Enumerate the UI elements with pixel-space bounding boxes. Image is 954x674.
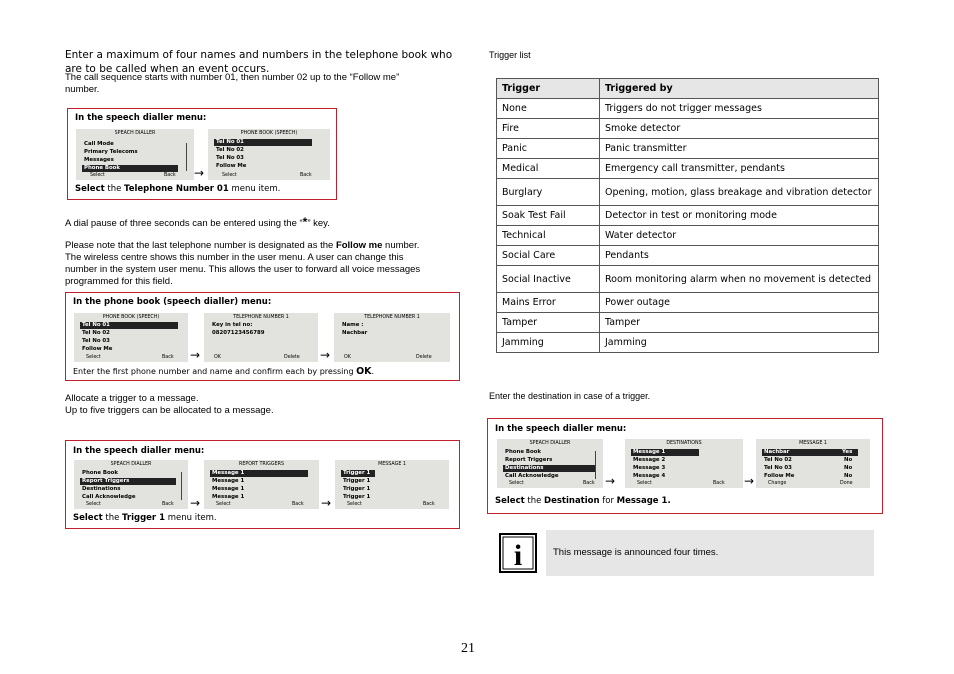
trigger-cell: Panic <box>497 139 600 159</box>
table-row <box>497 246 879 266</box>
softkey-right: Back <box>583 481 595 486</box>
trigger-cell: Medical <box>497 159 600 179</box>
caption-bold: OK <box>356 366 372 377</box>
option-value: No <box>844 465 853 471</box>
menu-row-selected: Report Triggers <box>80 478 176 485</box>
option-value: No <box>844 457 853 463</box>
triggered-by-cell: Detector in test or monitoring mode <box>600 206 879 226</box>
screen-title: REPORT TRIGGERS <box>239 462 284 467</box>
screen-title: SPEACH DIALLER <box>110 462 152 467</box>
table-row <box>497 293 879 313</box>
menu-row: Message 4 <box>633 473 666 479</box>
menu-row: Follow Me <box>764 473 795 479</box>
softkey-left: OK <box>214 355 221 360</box>
caption-bold: Message 1. <box>616 496 671 506</box>
arrow-right-icon: → <box>190 348 201 362</box>
option-value: No <box>844 473 853 479</box>
menu-row: Tel No 02 <box>216 147 244 153</box>
text-part: ” key. <box>307 218 330 229</box>
table-row <box>497 159 879 179</box>
softkey-left: Change <box>768 481 787 486</box>
destination-text: Enter the destination in case of a trigger. <box>489 391 651 401</box>
menu-row: Message 3 <box>633 465 666 471</box>
arrow-right-icon: → <box>190 496 201 510</box>
menu-row-selected: Nachbar <box>762 449 858 456</box>
instruction-box <box>67 108 337 200</box>
menu-row: Primary Telecoms <box>84 149 138 155</box>
menu-row: Trigger 1 <box>343 478 371 484</box>
triggered-by-cell: Water detector <box>600 226 879 246</box>
softkey-left: OK <box>344 355 351 360</box>
softkey-left: Select <box>347 502 362 507</box>
instruction-box <box>65 440 460 529</box>
screen-title: DESTINATIONS <box>666 441 702 446</box>
softkey-right: Delete <box>416 355 432 360</box>
arrow-right-icon: → <box>321 496 332 510</box>
menu-row: Call Mode <box>84 141 114 147</box>
screen-title: MESSAGE 1 <box>378 462 406 467</box>
triggered-by-cell: Tamper <box>600 313 879 333</box>
menu-row: Phone Book <box>82 470 118 476</box>
screen-title: PHONE BOOK (SPEECH) <box>240 131 298 136</box>
softkey-left: Select <box>216 502 231 507</box>
arrow-right-icon: → <box>744 474 755 488</box>
softkey-right: Back <box>300 173 312 178</box>
lcd-screen <box>204 313 318 362</box>
softkey-left: Select <box>90 173 105 178</box>
text-line: number. <box>65 84 100 95</box>
caption-text: the <box>105 513 120 523</box>
menu-row: Messages <box>84 157 114 163</box>
svg-text:i: i <box>513 539 523 572</box>
softkey-right: Back <box>292 502 304 507</box>
menu-row-selected: Message 1 <box>210 470 308 477</box>
trigger-cell: Technical <box>497 226 600 246</box>
triggered-by-cell: Smoke detector <box>600 119 879 139</box>
instruction-box <box>487 418 883 514</box>
caption-text: . <box>371 367 375 376</box>
trigger-cell: None <box>497 99 600 119</box>
caption-bold: Telephone Number 01 <box>124 184 229 194</box>
box-heading: In the speech dialler menu: <box>495 424 627 434</box>
arrow-right-icon: → <box>605 474 616 488</box>
caption-text: Enter the first phone number and name and confirm each by pressing <box>73 367 357 376</box>
caption-text: the <box>527 496 542 506</box>
menu-row: Tel No 03 <box>216 155 244 161</box>
field-label: Key in tel no: <box>212 322 253 328</box>
text-line: The call sequence starts with number 01, then number 02 up to the “Follow me” <box>65 72 400 83</box>
menu-row: Tel No 02 <box>764 457 792 463</box>
info-text: This message is announced four times. <box>553 547 719 558</box>
menu-row: Trigger 1 <box>343 486 371 492</box>
softkey-left: Select <box>509 481 524 486</box>
triggered-by-cell: Emergency call transmitter, pendants <box>600 159 879 179</box>
menu-row: Tel No 03 <box>764 465 792 471</box>
info-icon <box>499 533 537 573</box>
menu-row-selected: Tel No 01 <box>80 322 178 329</box>
triggered-by-cell: Power outage <box>600 293 879 313</box>
allocate-text <box>65 393 274 417</box>
menu-row: Message 2 <box>633 457 666 463</box>
page-number: 21 <box>461 641 475 656</box>
caption-text: menu item. <box>231 184 281 194</box>
caption-bold: Select <box>75 184 105 194</box>
text-line: Allocate a trigger to a message. <box>65 393 199 404</box>
softkey-left: Select <box>637 481 652 486</box>
menu-row: Report Triggers <box>505 457 553 463</box>
caption-text: menu item. <box>167 513 217 523</box>
trigger-list-title: Trigger list <box>489 50 531 60</box>
trigger-cell: Soak Test Fail <box>497 206 600 226</box>
text-bold: Follow me <box>335 240 383 251</box>
caption-bold: Destination <box>544 496 600 506</box>
table-row <box>497 266 879 293</box>
menu-row-selected: Message 1 <box>631 449 699 456</box>
triggered-by-cell: Triggers do not trigger messages <box>600 99 879 119</box>
text-part: number. <box>382 240 420 251</box>
softkey-right: Done <box>840 481 853 486</box>
table-row <box>497 333 879 353</box>
menu-row: Phone Book <box>505 449 541 455</box>
field-value: 08207123456789 <box>212 330 265 336</box>
arrow-right-icon: → <box>194 166 205 180</box>
text-line: number in the system user menu. This allows the user to forward all voice messages <box>65 264 421 275</box>
table-row <box>497 226 879 246</box>
caption-text: the <box>107 184 122 194</box>
text-part: Please note that the last telephone number is designated as the <box>65 240 336 251</box>
softkey-left: Select <box>86 502 101 507</box>
lcd-screen <box>497 439 603 488</box>
trigger-cell: Jamming <box>497 333 600 353</box>
trigger-table <box>496 78 879 353</box>
triggered-by-cell: Panic transmitter <box>600 139 879 159</box>
menu-row: Call Acknowledge <box>505 473 559 479</box>
caption-bold: Trigger 1 <box>122 513 166 523</box>
lcd-screen <box>74 313 188 362</box>
box-caption <box>73 366 374 377</box>
lcd-screen <box>756 439 870 488</box>
softkey-left: Select <box>222 173 237 178</box>
field-label: Name : <box>342 322 364 328</box>
trigger-cell: Tamper <box>497 313 600 333</box>
screen-title: TELEPHONE NUMBER 1 <box>364 315 420 320</box>
text-part: A dial pause of three seconds can be entered using the “ <box>65 218 303 229</box>
softkey-right: Delete <box>284 355 300 360</box>
text-line <box>65 240 465 252</box>
screen-title: SPEACH DIALLER <box>529 441 571 446</box>
menu-row: Tel No 02 <box>82 330 110 336</box>
table-row <box>497 313 879 333</box>
dial-pause-text <box>65 216 330 230</box>
scrollbar <box>186 143 187 171</box>
caption-bold: Select <box>73 513 103 523</box>
screen-title: PHONE BOOK (SPEECH) <box>102 315 160 320</box>
field-value: Nachbar <box>342 330 368 336</box>
lcd-screen <box>208 129 330 180</box>
triggered-by-cell: Pendants <box>600 246 879 266</box>
table-row <box>497 206 879 226</box>
triggered-by-cell: Opening, motion, glass breakage and vibration detector <box>600 179 879 206</box>
caption-text: for <box>602 496 614 506</box>
softkey-right: Back <box>164 173 176 178</box>
box-heading: In the speech dialler menu: <box>73 446 205 456</box>
instruction-box <box>65 292 460 381</box>
intro-line: are to be called when an event occurs. <box>65 63 270 75</box>
menu-row: Call Acknowledge <box>82 494 136 500</box>
table-row <box>497 179 879 206</box>
trigger-cell: Burglary <box>497 179 600 206</box>
softkey-left: Select <box>86 355 101 360</box>
trigger-cell: Fire <box>497 119 600 139</box>
text-line: programmed for this field. <box>65 276 173 287</box>
box-caption <box>73 513 217 523</box>
box-heading: In the speech dialler menu: <box>75 113 207 123</box>
box-heading: In the phone book (speech dialler) menu: <box>73 297 272 307</box>
softkey-right: Back <box>162 502 174 507</box>
box-caption <box>75 184 280 194</box>
lcd-screen <box>334 313 450 362</box>
caption-bold: Select <box>495 496 525 506</box>
menu-row: Trigger 1 <box>343 494 371 500</box>
lcd-screen <box>625 439 743 488</box>
menu-row: Destinations <box>82 486 121 492</box>
lcd-screen <box>74 460 188 509</box>
softkey-right: Back <box>162 355 174 360</box>
box-caption <box>495 496 671 506</box>
info-note <box>546 530 874 576</box>
menu-row: Message 1 <box>212 478 245 484</box>
text-line: Up to five triggers can be allocated to a message. <box>65 405 274 416</box>
menu-row-selected: Trigger 1 <box>341 470 375 477</box>
table-row <box>497 99 879 119</box>
intro-line: Enter a maximum of four names and numbers in the telephone book who <box>65 49 453 61</box>
follow-me-note <box>65 240 465 288</box>
lcd-screen <box>76 129 194 180</box>
scrollbar <box>181 472 182 500</box>
table-row <box>497 139 879 159</box>
trigger-cell: Mains Error <box>497 293 600 313</box>
trigger-cell: Social Care <box>497 246 600 266</box>
screen-title: SPEACH DIALLER <box>114 131 156 136</box>
menu-row: Follow Me <box>216 163 247 169</box>
screen-title: TELEPHONE NUMBER 1 <box>233 315 289 320</box>
text-line: The wireless centre shows this number in the user menu. A user can change this <box>65 252 404 263</box>
lcd-screen <box>204 460 319 509</box>
option-value: Yes <box>842 449 853 455</box>
triggered-by-cell: Jamming <box>600 333 879 353</box>
menu-row-selected: Phone Book <box>82 165 178 172</box>
trigger-cell: Social Inactive <box>497 266 600 293</box>
table-header-row <box>497 79 879 99</box>
triggered-by-cell: Room monitoring alarm when no movement is detected <box>600 266 879 293</box>
star-key: * <box>302 215 308 229</box>
menu-row: Message 1 <box>212 494 245 500</box>
column-header: Trigger <box>497 79 600 99</box>
softkey-right: Back <box>713 481 725 486</box>
softkey-right: Back <box>423 502 435 507</box>
menu-row: Message 1 <box>212 486 245 492</box>
call-sequence-text <box>65 72 465 96</box>
menu-row: Follow Me <box>82 346 113 352</box>
menu-row-selected: Tel No 01 <box>214 139 312 146</box>
column-header: Triggered by <box>600 79 879 99</box>
menu-row: Tel No 03 <box>82 338 110 344</box>
scrollbar <box>595 451 596 479</box>
screen-title: MESSAGE 1 <box>799 441 827 446</box>
menu-row-selected: Destinations <box>503 465 595 472</box>
table-row <box>497 119 879 139</box>
lcd-screen <box>335 460 449 509</box>
arrow-right-icon: → <box>320 348 331 362</box>
